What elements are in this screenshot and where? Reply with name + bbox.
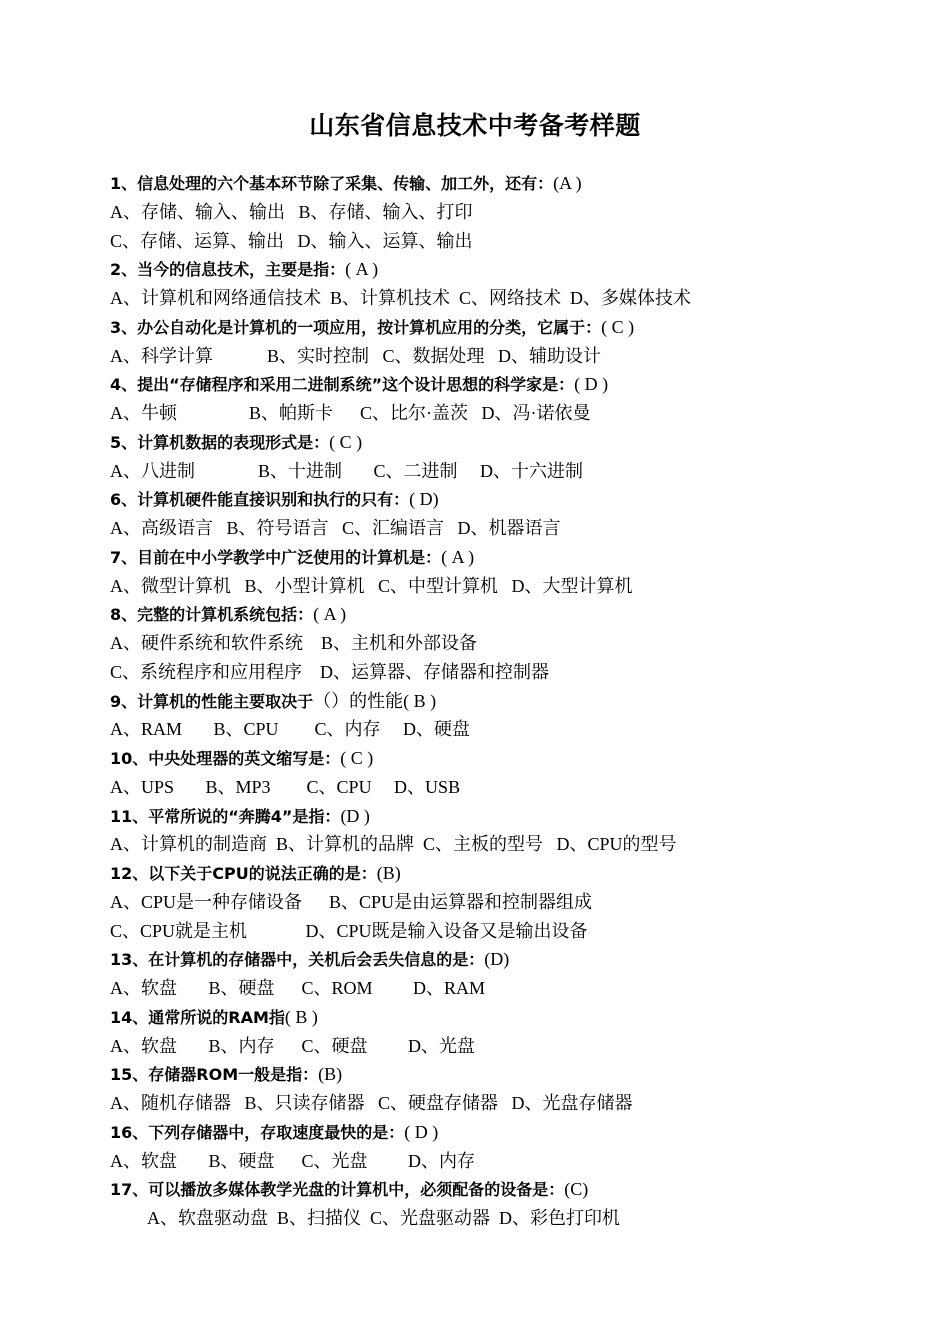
- question-stem: [110, 313, 910, 342]
- answer-options: A、随机存储器 B、只读存储器 C、硬盘存储器 D、光盘存储器: [110, 1093, 633, 1113]
- question-stem: [110, 169, 910, 198]
- answer-options: A、计算机的制造商 B、计算机的品牌 C、主板的型号 D、CPU的型号: [110, 834, 677, 855]
- answer-options: A、CPU是一种存储设备 B、CPU是由运算器和控制器组成: [110, 891, 593, 912]
- question-text: 7、目前在中小学教学中广泛使用的计算机是：: [110, 547, 442, 567]
- question-text: 3、办公自动化是计算机的一项应用，按计算机应用的分类，它属于：: [110, 317, 602, 337]
- question-stem: [110, 370, 910, 399]
- answer-key: (D): [484, 949, 510, 970]
- question-text: 17、可以播放多媒体教学光盘的计算机中，必须配备的设备是：: [110, 1180, 565, 1200]
- question-text: 15、存储器ROM一般是指：: [110, 1065, 319, 1085]
- answer-key: (C): [564, 1179, 589, 1200]
- answer-options: A、微型计算机 B、小型计算机 C、中型计算机 D、大型计算机: [110, 575, 633, 596]
- answer-options: A、硬件系统和软件系统 B、主机和外部设备: [110, 633, 478, 653]
- question-stem: [110, 255, 910, 284]
- answer-key: (B): [318, 1064, 343, 1085]
- answer-key: ( A ): [313, 604, 347, 625]
- question-stem: [110, 600, 910, 629]
- question-stem: [110, 945, 910, 974]
- question-stem: [110, 428, 910, 457]
- question-text: 13、在计算机的存储器中，关机后会丢失信息的是：: [110, 950, 485, 970]
- answer-options: A、八进制 B、十进制 C、二进制 D、十六进制: [110, 460, 584, 481]
- question-text: 11、平常所说的“奔腾4”是指：: [110, 806, 341, 826]
- answer-key: （）的性能( B ): [313, 690, 437, 711]
- answer-options: A、科学计算 B、实时控制 C、数据处理 D、辅助设计: [110, 345, 602, 366]
- answer-key: ( D): [409, 489, 439, 510]
- answer-key: (A ): [553, 173, 582, 193]
- question-stem: [110, 485, 910, 514]
- question-stem: [110, 802, 910, 831]
- question-text: 4、提出“存储程序和采用二进制系统”这个设计思想的科学家是：: [110, 375, 575, 395]
- answer-options: A、软盘 B、硬盘 C、光盘 D、内存: [110, 1150, 476, 1171]
- answer-key: ( D ): [404, 1121, 439, 1142]
- question-stem: [110, 1175, 910, 1204]
- answer-key: ( C ): [601, 316, 635, 337]
- answer-options: A、UPS B、MP3 C、CPU D、USB: [110, 776, 461, 797]
- answer-options: C、CPU就是主机 D、CPU既是输入设备又是输出设备: [110, 920, 588, 941]
- answer-key: ( C ): [340, 748, 374, 768]
- question-text: 12、以下关于CPU的说法正确的是：: [110, 864, 377, 883]
- question-stem: [110, 1118, 910, 1147]
- question-text: 14、通常所说的RAM指: [110, 1007, 285, 1027]
- answer-key: ( A ): [441, 546, 475, 567]
- question-stem: [110, 687, 910, 716]
- question-stem: [110, 859, 910, 888]
- answer-options: A、RAM B、CPU C、内存 D、硬盘: [110, 719, 471, 740]
- answer-options: A、高级语言 B、符号语言 C、汇编语言 D、机器语言: [110, 518, 561, 538]
- answer-key: ( A ): [345, 259, 379, 280]
- question-stem: [110, 1060, 910, 1089]
- answer-options: C、系统程序和应用程序 D、运算器、存储器和控制器: [110, 661, 550, 682]
- question-text: 1、信息处理的六个基本环节除了采集、传输、加工外，还有：: [110, 174, 554, 193]
- question-stem: [110, 1003, 910, 1032]
- question-text: 8、完整的计算机系统包括：: [110, 605, 314, 625]
- answer-options: A、牛顿 B、帕斯卡 C、比尔·盖茨 D、冯·诺依曼: [110, 403, 591, 423]
- answer-options: A、软盘 B、内存 C、硬盘 D、光盘: [110, 1035, 476, 1056]
- answer-key: ( C ): [329, 431, 363, 452]
- answer-key: ( D ): [574, 374, 609, 395]
- question-text: 16、下列存储器中，存取速度最快的是：: [110, 1122, 405, 1142]
- answer-key: (D ): [340, 805, 370, 826]
- answer-key: (B): [376, 863, 401, 883]
- page-title: 山东省信息技术中考备考样题: [309, 111, 641, 140]
- question-text: 10、中央处理器的英文缩写是：: [110, 749, 341, 768]
- question-text: 6、计算机硬件能直接识别和执行的只有：: [110, 490, 410, 510]
- answer-options: A、计算机和网络通信技术 B、计算机技术 C、网络技术 D、多媒体技术: [110, 288, 692, 308]
- answer-options: A、软盘驱动盘 B、扫描仪 C、光盘驱动器 D、彩色打印机: [147, 1208, 621, 1228]
- question-text: 2、当今的信息技术，主要是指：: [110, 260, 346, 280]
- answer-key: ( B ): [284, 1006, 318, 1027]
- question-text: 9、计算机的性能主要取决于: [110, 691, 314, 711]
- answer-options: A、存储、输入、输出 B、存储、输入、打印: [110, 201, 473, 222]
- question-stem: [110, 744, 910, 773]
- question-list: [110, 169, 910, 1233]
- answer-options: C、存储、运算、输出 D、输入、运算、输出: [110, 230, 473, 251]
- question-text: 5、计算机数据的表现形式是：: [110, 432, 330, 452]
- question-stem: [110, 543, 910, 572]
- answer-options: A、软盘 B、硬盘 C、ROM D、RAM: [110, 978, 486, 998]
